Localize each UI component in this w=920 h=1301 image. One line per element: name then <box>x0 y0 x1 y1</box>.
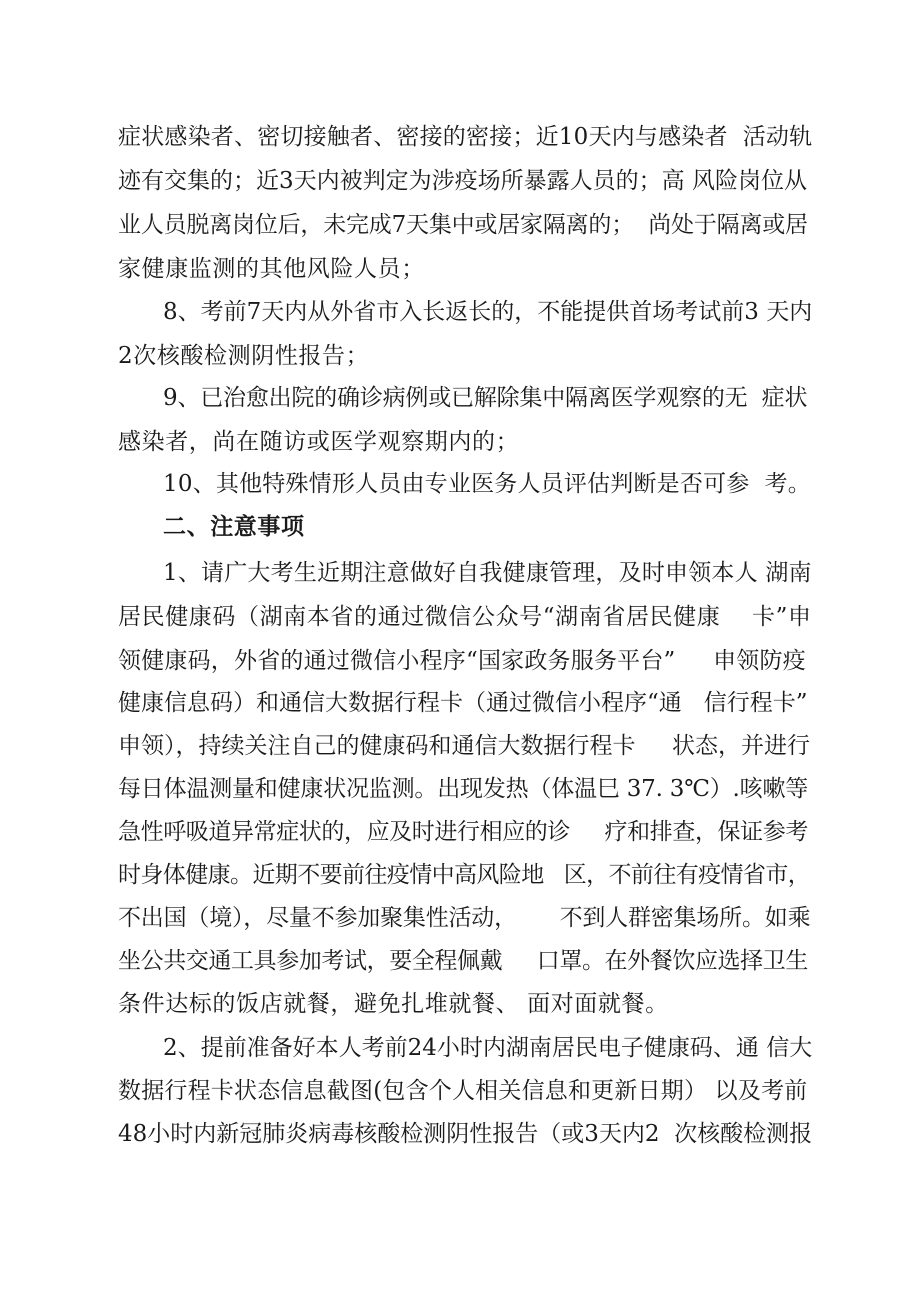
item-8-line-2: 2次核酸检测阴性报告； <box>118 343 370 369</box>
notice-1-line-4: 健康信息码）和通信大数据行程卡（通过微信小程序“通 信行程卡” <box>118 690 808 716</box>
notice-2-line-2: 数据行程卡状态信息截图(包含个人相关信息和更新日期） 以及考前 <box>118 1078 808 1104</box>
notice-1-line-7: 急性呼吸道异常症状的，应及时进行相应的诊 疗和排查，保证参考 <box>118 819 808 845</box>
notice-1-line-8: 时身体健康。近期不要前往疫情中高风险地 区，不前往有疫情省市， <box>118 862 811 888</box>
notice-2-line-1: 2、提前准备好本人考前24小时内湖南居民电子健康码、通 信大 <box>163 1035 813 1061</box>
notice-1-line-10: 坐公共交通工具参加考试，要全程佩戴 口罩。在外餐饮应选择卫生 <box>118 948 808 974</box>
notice-1-line-5: 申领），持续关注自己的健康码和通信大数据行程卡 状态，并进行 <box>118 733 811 759</box>
notice-1-line-2: 居民健康码（湖南本省的通过微信公众号“湖南省居民健康 卡”申 <box>118 604 812 630</box>
notice-1-line-1: 1、请广大考生近期注意做好自我健康管理，及时申领本人 湖南 <box>163 560 812 586</box>
notice-1-line-3: 领健康码，外省的通过微信小程序“国家政务服务平台” 申领防疫 <box>118 648 806 674</box>
continuation-line-2: 迹有交集的；近3天内被判定为涉疫场所暴露人员的；高 风险岗位从 <box>118 168 807 194</box>
continuation-line-1: 症状感染者、密切接触者、密接的密接；近10天内与感染者 活动轨 <box>118 124 813 150</box>
item-9-line-2: 感染者，尚在随访或医学观察期内的； <box>118 429 520 455</box>
continuation-line-3: 业人员脱离岗位后，未完成7天集中或居家隔离的； 尚处于隔离或居 <box>118 212 808 238</box>
notice-1-line-11: 条件达标的饭店就餐，避免扎堆就餐、 面对面就餐。 <box>118 991 669 1017</box>
notice-1-line-9: 不出国（境），尽量不参加聚集性活动， 不到人群密集场所。如乘 <box>118 905 811 931</box>
notice-1-line-6: 每日体温测量和健康状况监测。出现发热（体温巳 37. 3℃）.咳嗽等 <box>118 776 809 802</box>
item-8-line-1: 8、考前7天内从外省市入长返长的，不能提供首场考试前3 天内 <box>163 299 813 325</box>
item-9-line-1: 9、已治愈出院的确诊病例或已解除集中隔离医学观察的无 症状 <box>163 385 808 411</box>
item-10-line-1: 10、其他特殊情形人员由专业医务人员评估判断是否可参 考。 <box>163 471 811 497</box>
notice-2-line-3: 48小时内新冠肺炎病毒核酸检测阴性报告（或3天内2 次核酸检测报 <box>118 1121 813 1147</box>
section-heading-notices: 二、注意事项 <box>163 513 305 540</box>
continuation-line-4: 家健康监测的其他风险人员； <box>118 256 425 282</box>
